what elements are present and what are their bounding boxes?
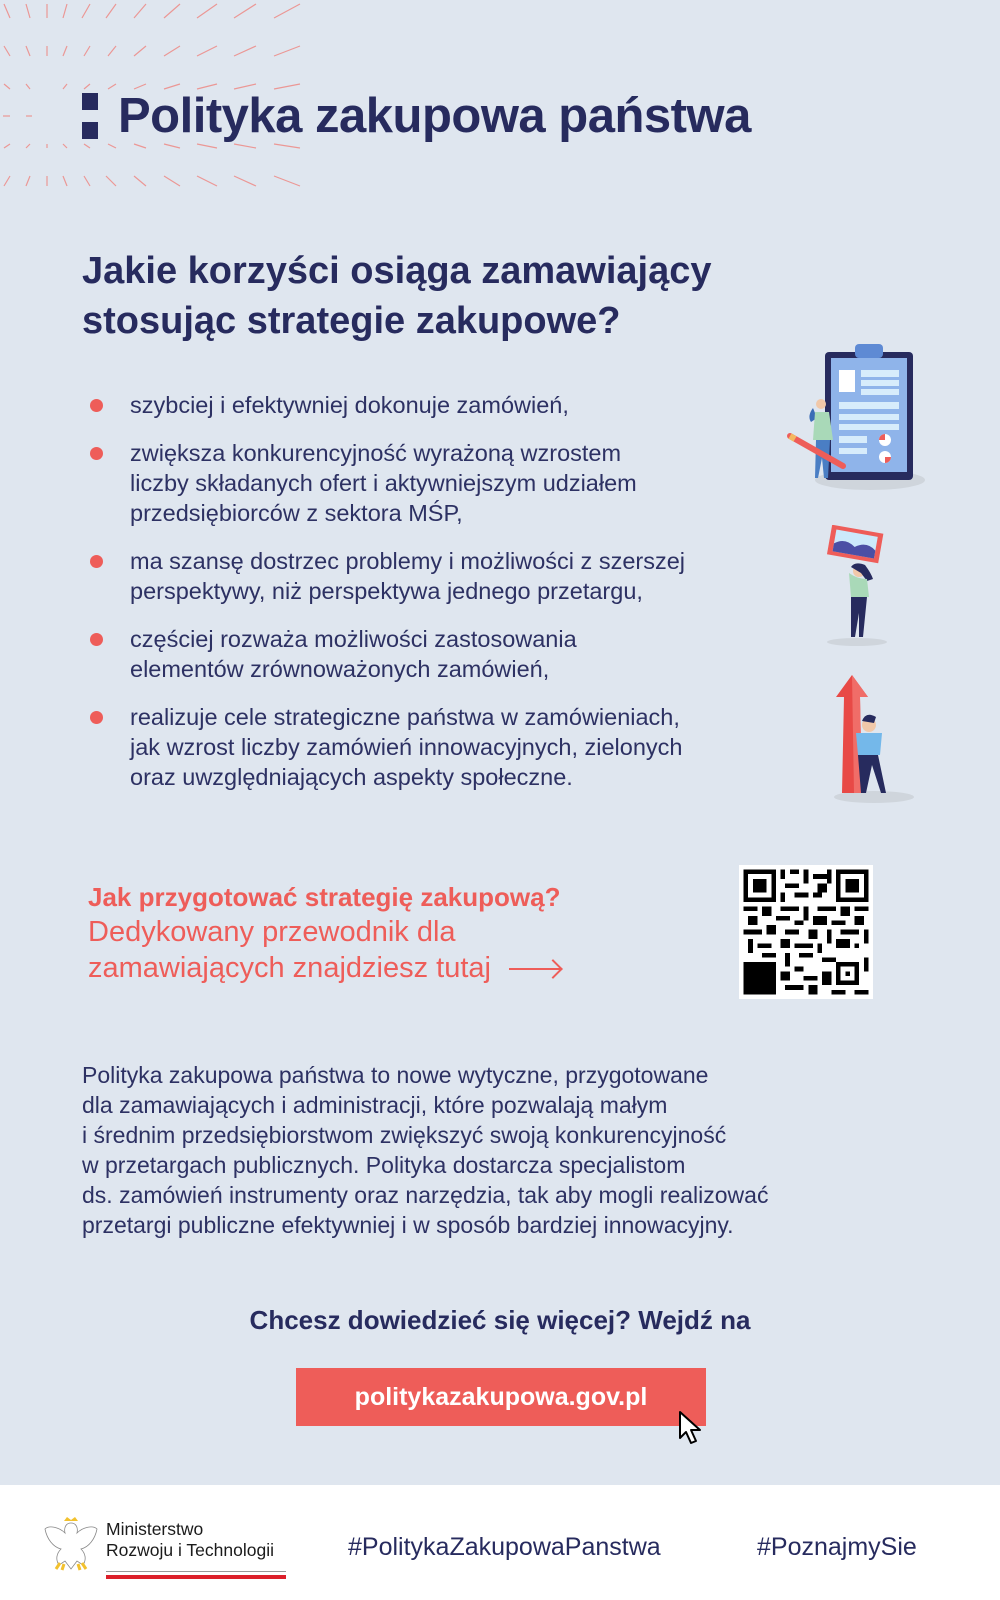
ministry-name bbox=[106, 1519, 274, 1561]
benefit-text: elementów zrównoważonych zamówień, bbox=[130, 656, 550, 682]
colon-logo-icon bbox=[82, 93, 98, 139]
flag-red-bar bbox=[106, 1575, 286, 1579]
hashtag-polityka-zakupowa: #PolitykaZakupowaPanstwa bbox=[348, 1533, 661, 1561]
bullet-icon bbox=[90, 711, 103, 724]
benefit-text: oraz uwzględniających aspekty społeczne. bbox=[130, 764, 573, 790]
benefit-text: zwiększa konkurencyjność wyrażoną wzrostem bbox=[130, 440, 622, 466]
benefit-item bbox=[90, 390, 810, 420]
benefit-item bbox=[90, 624, 810, 684]
guide-text: zamawiających znajdziesz tutaj bbox=[88, 952, 491, 984]
hashtag-poznajmy-sie: #PoznajmySie bbox=[757, 1533, 917, 1561]
benefits-heading-line: Jakie korzyści osiąga zamawiający bbox=[82, 250, 712, 292]
benefit-text: szybciej i efektywniej dokonuje zamówień, bbox=[130, 392, 569, 418]
page-header bbox=[82, 88, 751, 144]
guide-link[interactable] bbox=[88, 880, 728, 986]
footer bbox=[0, 1485, 1000, 1600]
ministry-name-line: Rozwoju i Technologii bbox=[106, 1540, 274, 1560]
mouse-pointer-icon bbox=[678, 1410, 706, 1446]
benefits-heading-line: stosując strategie zakupowe? bbox=[82, 300, 621, 342]
benefit-text: jak wzrost liczby zamówień innowacyjnych, zielonych bbox=[130, 734, 683, 760]
description-line: ds. zamówień instrumenty oraz narzędzia, tak aby mogli realizować bbox=[82, 1182, 769, 1208]
man-with-rising-arrow-illustration bbox=[822, 675, 922, 805]
benefit-item bbox=[90, 702, 810, 792]
benefit-text: częściej rozważa możliwości zastosowania bbox=[130, 626, 577, 652]
bullet-icon bbox=[90, 633, 103, 646]
bullet-icon bbox=[90, 399, 103, 412]
benefits-heading bbox=[82, 246, 842, 346]
polish-eagle-emblem-icon bbox=[44, 1515, 98, 1573]
qr-code-icon bbox=[739, 865, 873, 999]
description-line: i średnim przedsiębiorstwom zwiększyć swoją konkurencyjność bbox=[82, 1122, 727, 1148]
bullet-icon bbox=[90, 447, 103, 460]
ministry-name-line: Ministerstwo bbox=[106, 1519, 204, 1539]
description-line: przetargi publiczne efektywniej i w sposób bardziej innowacyjny. bbox=[82, 1212, 734, 1238]
website-link-button[interactable]: politykazakupowa.gov.pl bbox=[296, 1368, 706, 1426]
benefits-list bbox=[90, 390, 810, 810]
guide-text-with-arrow bbox=[88, 950, 728, 986]
benefit-text: realizuje cele strategiczne państwa w zamówieniach, bbox=[130, 704, 680, 730]
long-right-arrow-icon bbox=[509, 968, 561, 970]
description-line: w przetargach publicznych. Polityka dostarcza specjalistom bbox=[82, 1152, 686, 1178]
woman-lifting-hourglass-illustration bbox=[825, 525, 905, 650]
clipboard-woman-pencil-illustration bbox=[785, 340, 925, 492]
learn-more-heading: Chcesz dowiedzieć się więcej? Wejdź na bbox=[249, 1305, 751, 1335]
divider bbox=[106, 1571, 286, 1572]
description-paragraph bbox=[82, 1060, 952, 1240]
description-line: dla zamawiających i administracji, które pozwalają małym bbox=[82, 1092, 668, 1118]
description-line: Polityka zakupowa państwa to nowe wytyczne, przygotowane bbox=[82, 1062, 709, 1088]
page-title: Polityka zakupowa państwa bbox=[118, 89, 751, 143]
benefit-text: perspektywy, niż perspektywa jednego przetargu, bbox=[130, 578, 643, 604]
benefit-text: liczby składanych ofert i aktywniejszym udziałem bbox=[130, 470, 637, 496]
benefit-item bbox=[90, 546, 810, 606]
guide-question: Jak przygotować strategię zakupową? bbox=[88, 882, 561, 912]
benefit-text: przedsiębiorców z sektora MŚP, bbox=[130, 500, 463, 526]
benefit-item bbox=[90, 438, 810, 528]
qr-code[interactable] bbox=[739, 865, 873, 999]
guide-text: Dedykowany przewodnik dla bbox=[88, 916, 456, 948]
bullet-icon bbox=[90, 555, 103, 568]
benefit-text: ma szansę dostrzec problemy i możliwości z szerszej bbox=[130, 548, 686, 574]
